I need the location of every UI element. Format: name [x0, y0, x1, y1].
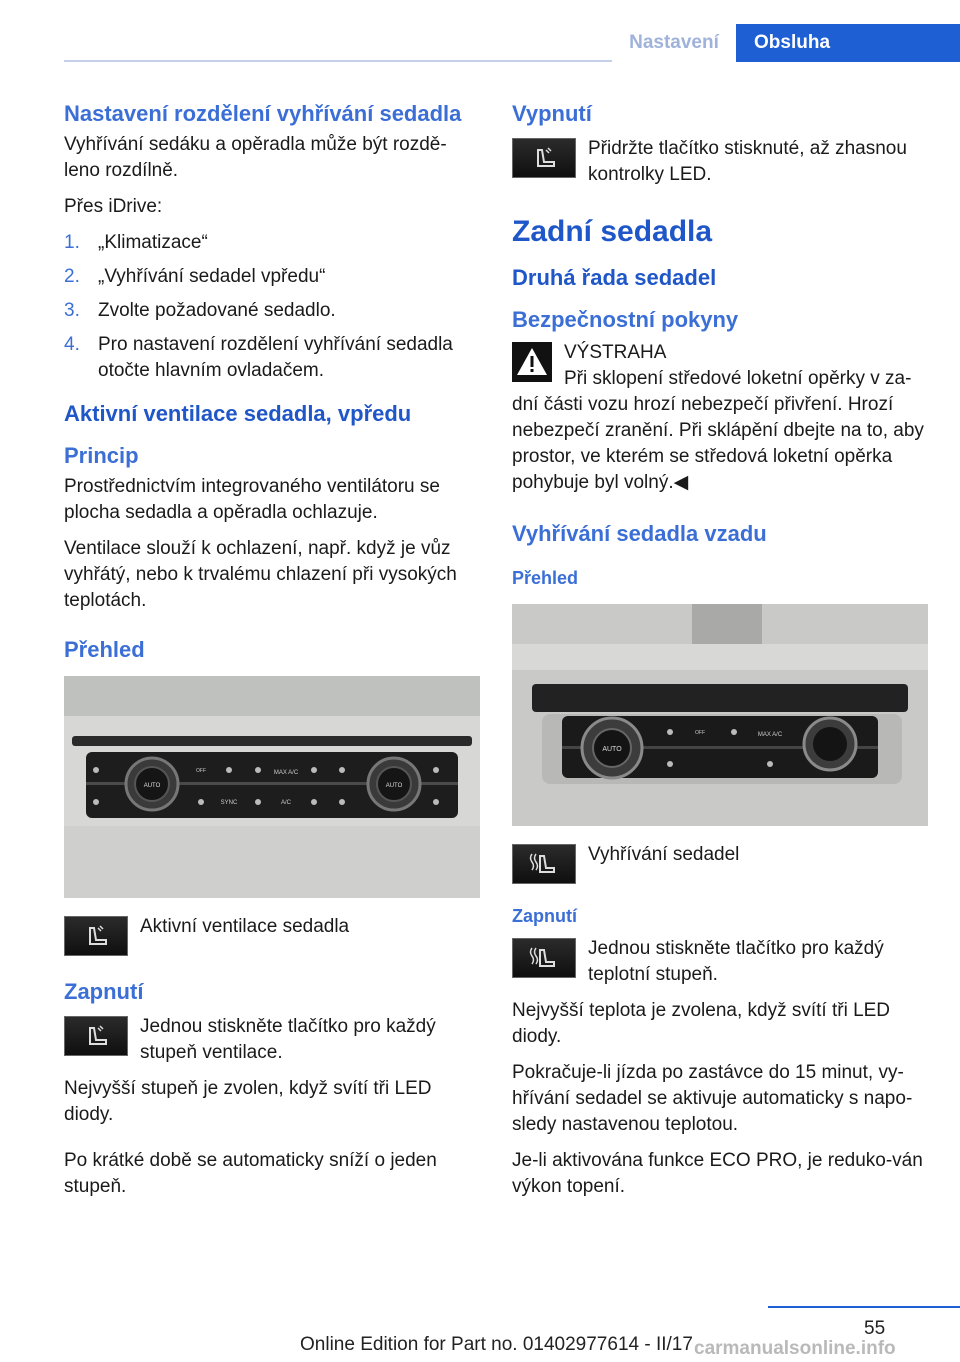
vent-caption-row	[64, 914, 476, 956]
seat-heating-icon	[512, 938, 576, 978]
step-number: 3.	[64, 300, 80, 321]
list-item	[64, 230, 476, 256]
warning-text-line-1: Při sklopení středové loketní opěrky v za‐	[564, 368, 912, 389]
heading-rear-seats: Zadní sedadla	[512, 215, 713, 248]
max-ac-label-rear: MAX A/C	[757, 732, 783, 738]
paragraph-principle-1: Prostřednictvím integrovaného ventilátoru se plocha sedadla a opěradla ochlazuje.	[64, 476, 440, 523]
footer-rule	[768, 1306, 960, 1308]
warning-block	[512, 340, 930, 392]
warning-text-rest: dní části vozu hrozí nebezpečí přivření. Hrozí nebezpečí zranění. Při sklápění dbejte na to, aby prostor, ve kterém se středová loketní opěrka pohybuje byl volný.◀	[512, 394, 924, 493]
auto-label-right: AUTO	[385, 783, 403, 789]
edition-text: Online Edition for Part no. 01402977614 - II/17	[300, 1334, 693, 1355]
paragraph-eco: Je-li aktivována funkce ECO PRO, je reduko‐ván výkon topení.	[512, 1150, 923, 1197]
heading-off: Vypnutí	[512, 101, 592, 126]
heading-rear-heating: Vyhřívání sedadla vzadu	[512, 521, 767, 546]
tab-obsluha[interactable]: Obsluha	[736, 24, 960, 62]
seat-ventilation-icon	[64, 916, 128, 956]
seat-ventilation-icon	[512, 138, 576, 178]
seat-ventilation-icon	[64, 1016, 128, 1056]
list-item	[64, 332, 476, 384]
step-text: Zvolte požadované sedadlo.	[98, 300, 336, 321]
seat-heating-icon	[512, 844, 576, 884]
auto-label-rear: AUTO	[602, 746, 622, 753]
watermark: carmanualsonline.info	[694, 1338, 896, 1359]
heading-on-right: Zapnutí	[512, 906, 577, 926]
heading-distribution: Nastavení rozdělení vyhřívání sedadla	[64, 101, 462, 126]
paragraph-idrive: Přes iDrive:	[64, 196, 163, 217]
right-column	[512, 100, 930, 1210]
paragraph-distribution: Vyhřívání sedáku a opěradla může být rozdě‐leno rozdílně.	[64, 134, 447, 181]
step-number: 1.	[64, 232, 80, 253]
heat-caption-row	[512, 842, 930, 884]
heading-on-left: Zapnutí	[64, 979, 144, 1004]
vent-on-text: Jednou stiskněte tlačítko pro každý stupeň ventilace.	[140, 1016, 436, 1063]
step-number: 4.	[64, 334, 80, 355]
steps-list	[64, 230, 476, 384]
step-number: 2.	[64, 266, 80, 287]
left-column	[64, 100, 476, 1210]
paragraph-continue: Pokračuje-li jízda po zastávce do 15 minut, vy‐hřívání sedadel se aktivuje automaticky s napo‐sledy nastavenou teplotou.	[512, 1062, 913, 1135]
off-label-rear: OFF	[695, 730, 705, 736]
heading-overview-right: Přehled	[512, 568, 579, 588]
vent-caption: Aktivní ventilace sedadla	[140, 916, 350, 937]
paragraph-max-temp: Nejvyšší teplota je zvolena, když svítí tři LED diody.	[512, 1000, 891, 1047]
step-text: „Vyhřívání sedadel vpředu“	[98, 266, 326, 287]
paragraph-max-level: Nejvyšší stupeň je zvolen, když svítí tři LED diody.	[64, 1078, 432, 1125]
heat-on-text: Jednou stiskněte tlačítko pro každý teplotní stupeň.	[588, 938, 884, 985]
warning-triangle-icon	[512, 342, 552, 382]
heading-safety: Bezpečnostní pokyny	[512, 307, 739, 332]
tab-nastaveni[interactable]: Nastavení	[612, 24, 736, 62]
sync-label: SYNC	[220, 800, 238, 806]
list-item	[64, 298, 476, 324]
warning-title: VÝSTRAHA	[564, 342, 667, 363]
auto-label-left: AUTO	[143, 783, 161, 789]
max-ac-label: MAX A/C	[273, 770, 299, 776]
rear-climate-panel-photo	[512, 604, 928, 826]
paragraph-principle-2: Ventilace slouží k ochlazení, např. když je vůz vyhřátý, nebo k trvalému chlazení při vysokých teplotách.	[64, 538, 457, 611]
heat-on-row	[512, 936, 930, 988]
heading-overview: Přehled	[64, 637, 145, 662]
ac-label: A/C	[280, 800, 292, 806]
off-text: Přidržte tlačítko stisknuté, až zhasnou kontrolky LED.	[588, 138, 907, 185]
vent-on-row	[64, 1014, 476, 1066]
front-climate-panel-photo	[64, 676, 480, 898]
heading-second-row: Druhá řada sedadel	[512, 265, 717, 290]
paragraph-auto-reduce: Po krátké době se automaticky sníží o jeden stupeň.	[64, 1150, 437, 1197]
list-item	[64, 264, 476, 290]
off-label: OFF	[196, 768, 206, 774]
step-text: „Klimatizace“	[98, 232, 208, 253]
step-text: Pro nastavení rozdělení vyhřívání sedadla otočte hlavním ovladačem.	[98, 334, 453, 381]
heat-caption: Vyhřívání sedadel	[588, 844, 740, 865]
off-row	[512, 136, 930, 188]
page-number: 55	[864, 1318, 886, 1339]
heading-principle: Princip	[64, 443, 139, 468]
heading-ventilation: Aktivní ventilace sedadla, vpředu	[64, 401, 412, 426]
